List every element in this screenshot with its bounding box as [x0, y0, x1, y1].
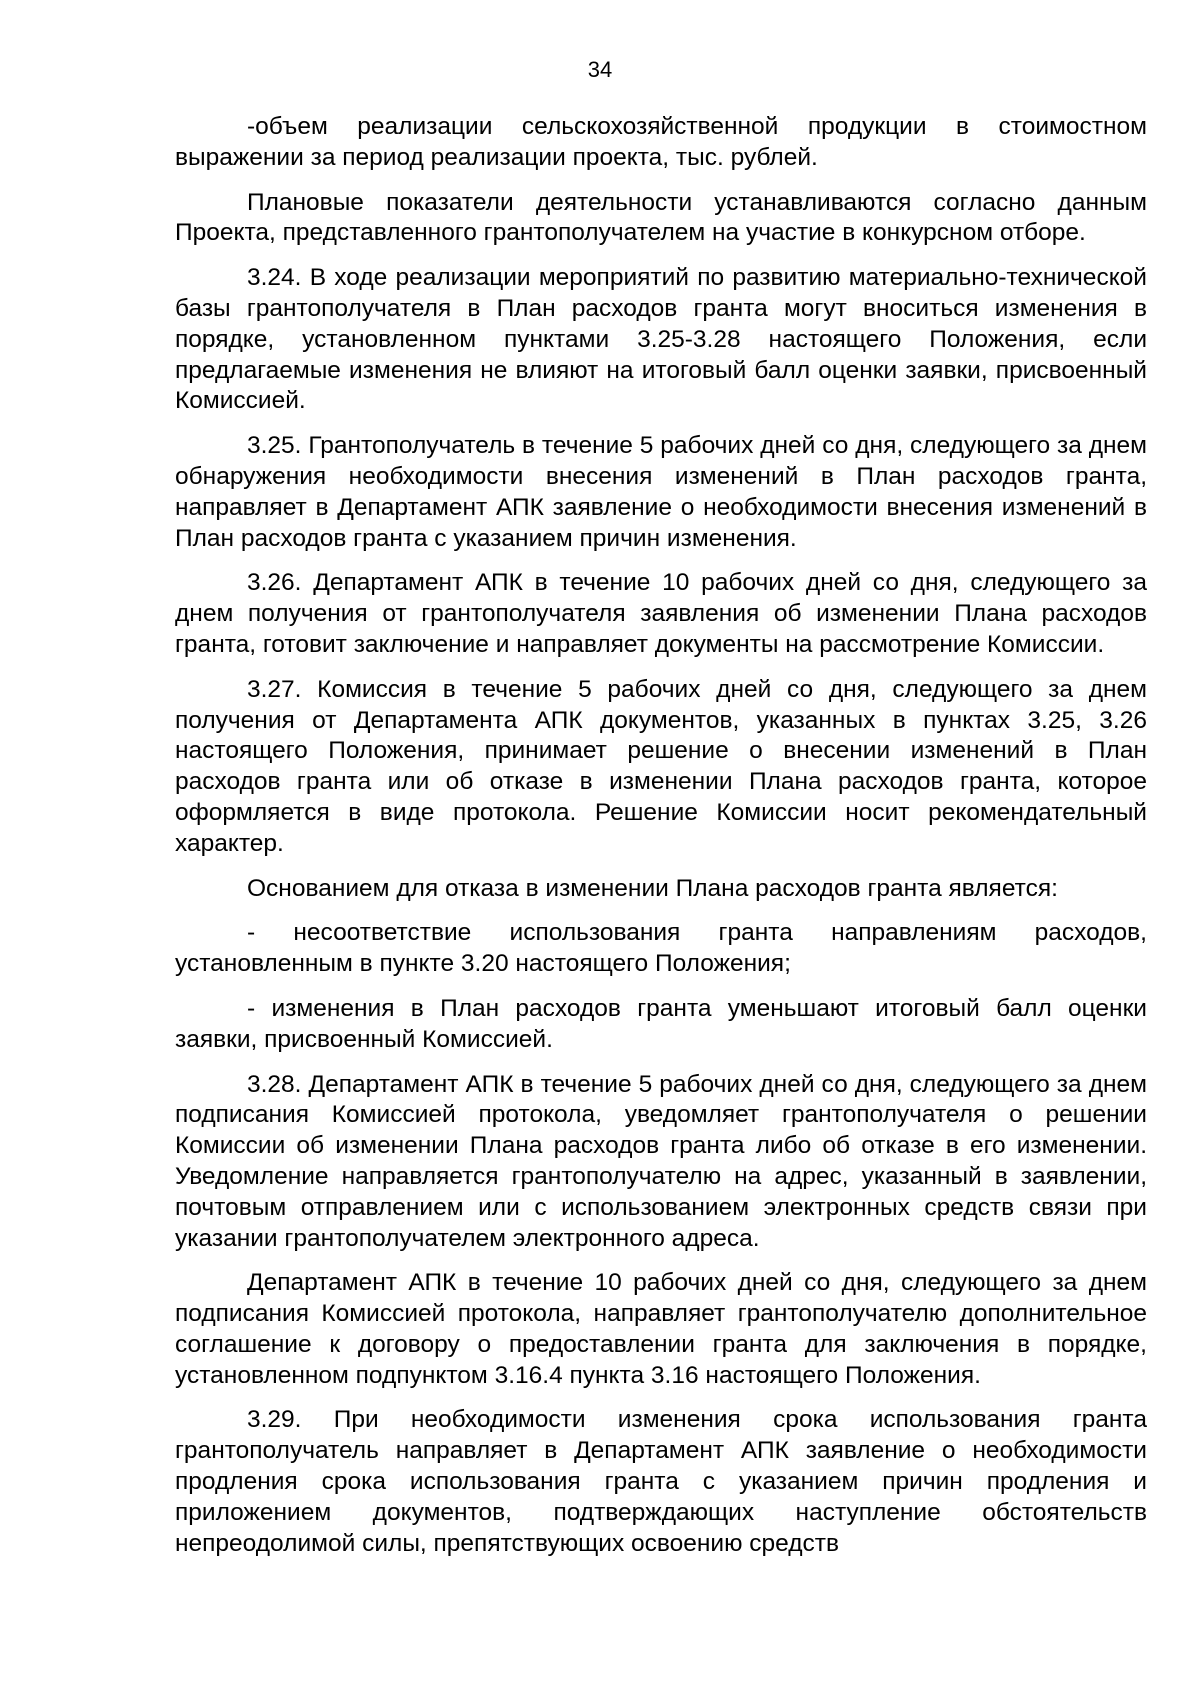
paragraph-planned-indicators: Плановые показатели деятельности устанавливаются согласно данным Проекта, представленного грантополучателем на участие в конкурсном отборе. — [175, 188, 1147, 247]
paragraph-refusal-item-1: - несоответствие использования гранта направлениям расходов, установленным в пункте 3.20 настоящего Положения; — [175, 919, 1147, 978]
paragraph-3-26: 3.26. Департамент АПК в течение 10 рабочих дней со дня, следующего за днем получения от грантополучателя заявления об изменении Плана расходов гранта, готовит заключение и направляет документы на рассмотрение Комиссии. — [175, 569, 1147, 658]
paragraph-3-24: 3.24. В ходе реализации мероприятий по развитию материально-технической базы грантополучателя в План расходов гранта могут вноситься изменения в порядке, установленном пунктами 3.25-3.28 настоящего Положения, если предлагаемые изменения не влияют на итоговый балл оценки заявки, присвоенный Комиссией. — [175, 264, 1147, 415]
paragraph-sales-volume: -объем реализации сельскохозяйственной продукции в стоимостном выражении за период реализации проекта, тыс. рублей. — [175, 113, 1147, 171]
document-body — [175, 112, 1147, 1573]
paragraph-refusal-grounds: Основанием для отказа в изменении Плана расходов гранта является: — [247, 874, 1058, 902]
paragraph-3-25: 3.25. Грантополучатель в течение 5 рабочих дней со дня, следующего за днем обнаружения необходимости внесения изменений в План расходов гранта, направляет в Департамент АПК заявление о необходимости внесения изменений в План расходов гранта с указанием причин изменения. — [175, 432, 1147, 552]
paragraph-additional-agreement: Департамент АПК в течение 10 рабочих дней со дня, следующего за днем подписания Комиссией протокола, направляет грантополучателю дополнительное соглашение к договору о предоставлении гранта для заключения в порядке, установленном подпунктом 3.16.4 пункта 3.16 настоящего Положения. — [175, 1269, 1147, 1389]
page-number: 34 — [587, 57, 613, 82]
paragraph-3-28: 3.28. Департамент АПК в течение 5 рабочих дней со дня, следующего за днем подписания Комиссией протокола, уведомляет грантополучателя о решении Комиссии об изменении Плана расходов гранта либо об отказе в его изменении. Уведомление направляется грантополучателю на адрес, указанный в заявлении, почтовым отправлением или с использованием электронных средств связи при указании грантополучателем электронного адреса. — [175, 1070, 1147, 1252]
paragraph-3-27: 3.27. Комиссия в течение 5 рабочих дней со дня, следующего за днем получения от Департамента АПК документов, указанных в пунктах 3.25, 3.26 настоящего Положения, принимает решение о внесении изменений в План расходов гранта или об отказе в изменении Плана расходов гранта, которое оформляется в виде протокола. Решение Комиссии носит рекомендательный характер. — [175, 675, 1147, 857]
paragraph-3-29: 3.29. При необходимости изменения срока использования гранта грантополучатель направляет в Департамент АПК заявление о необходимости продления срока использования гранта с указанием причин продления и приложением документов, подтверждающих наступление обстоятельств непреодолимой силы, препятствующих освоению средств — [175, 1406, 1147, 1557]
paragraph-refusal-item-2: - изменения в План расходов гранта уменьшают итоговый балл оценки заявки, присвоенный Комиссией. — [175, 994, 1147, 1053]
